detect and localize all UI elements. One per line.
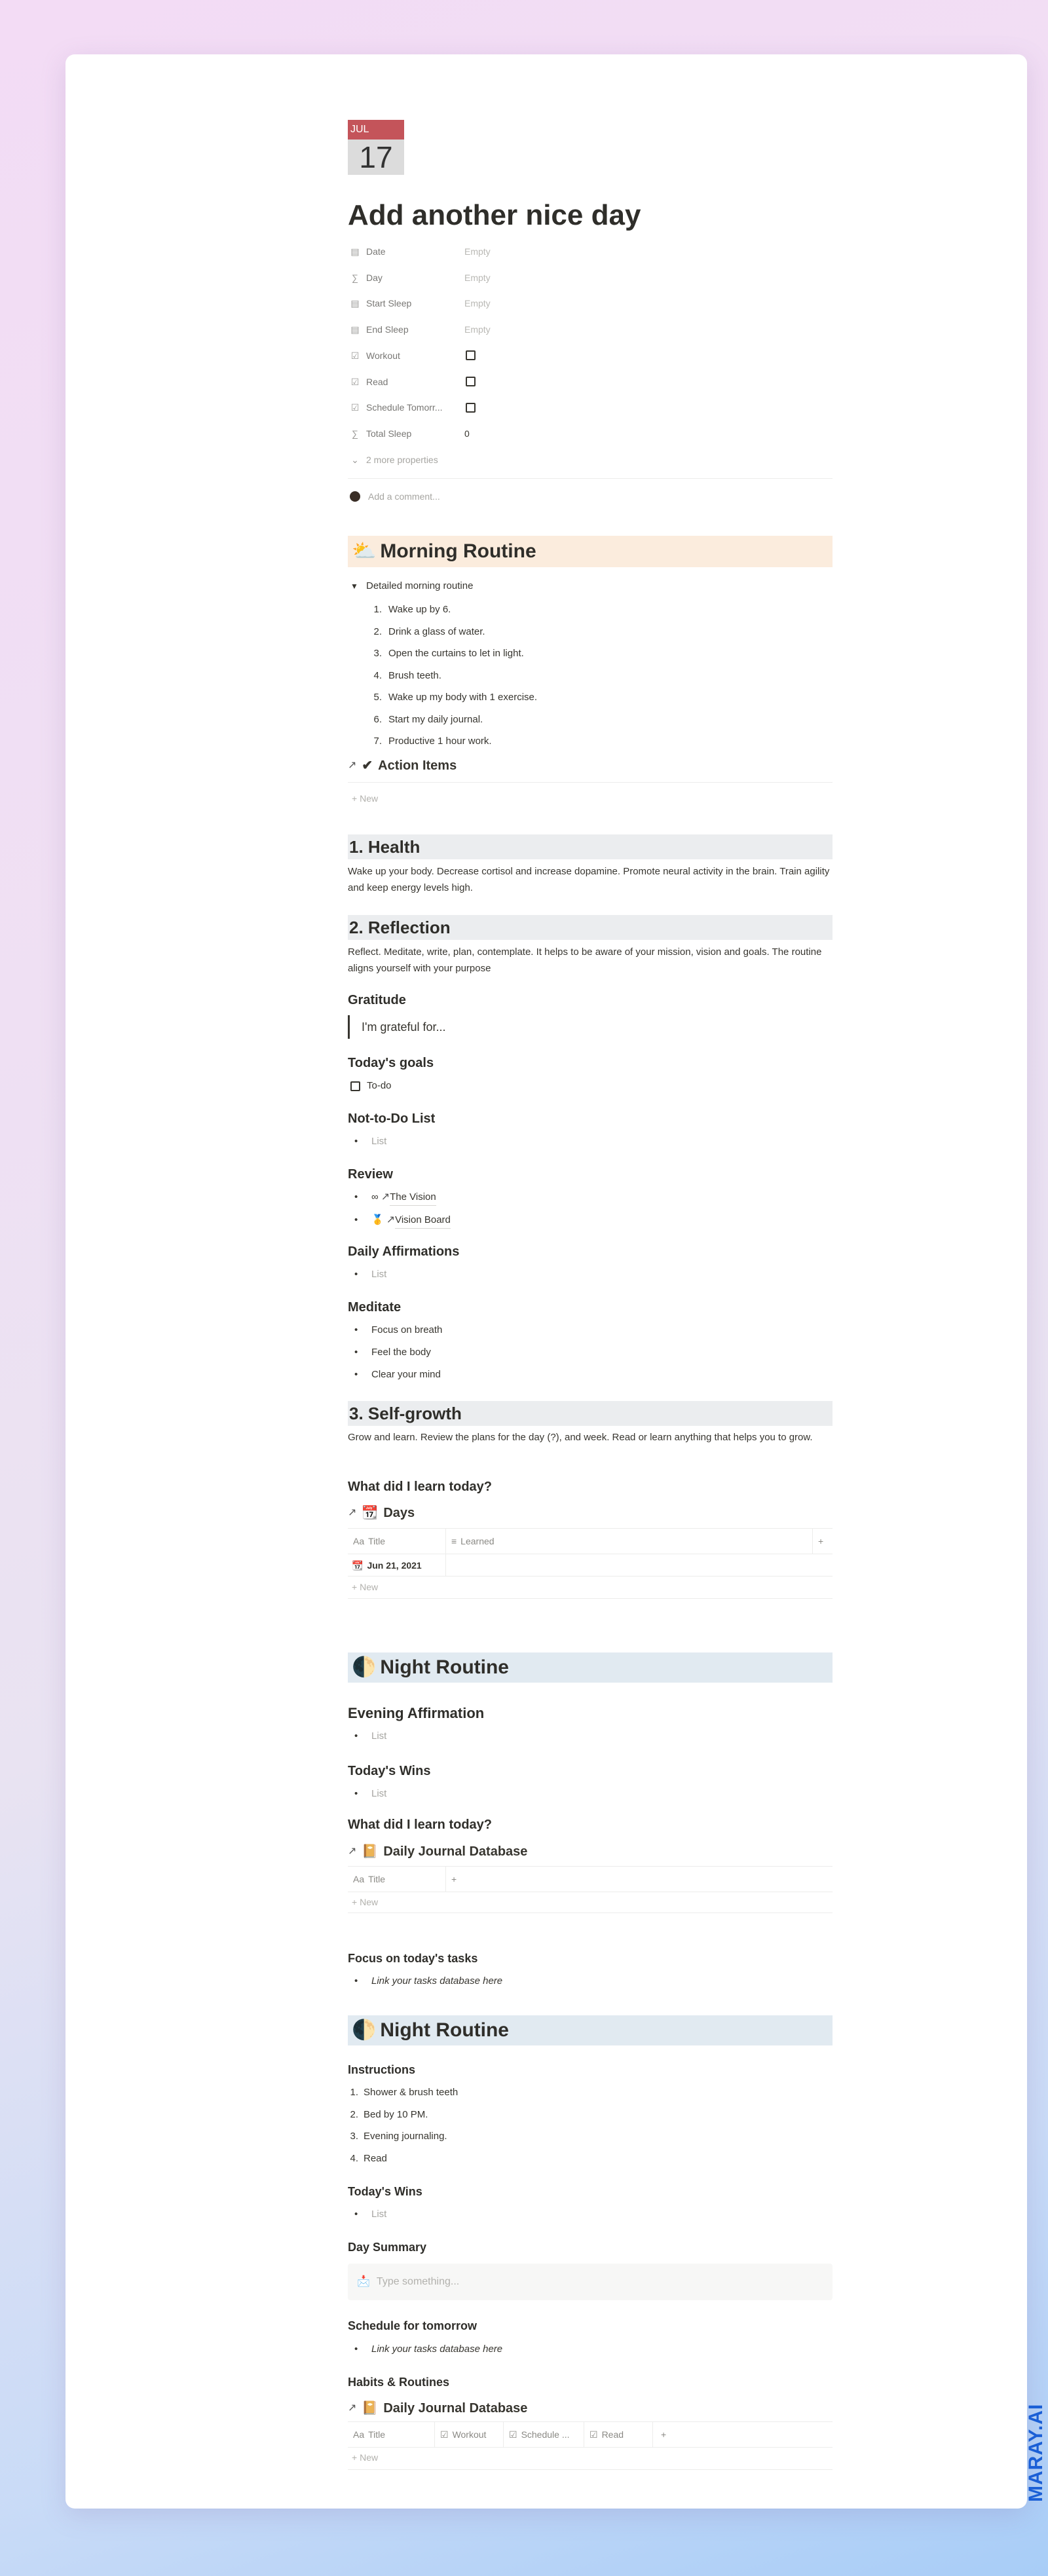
list-item[interactable]: • List (348, 1267, 833, 1282)
property-name: End Sleep (366, 324, 409, 335)
property-name: Read (366, 376, 388, 387)
step-text: Bed by 10 PM. (364, 2108, 428, 2120)
reflection-heading: 2. Reflection (348, 915, 833, 940)
summary-heading: Day Summary (348, 2241, 427, 2254)
divider (348, 2469, 833, 2470)
watermark-logo: MARAY.AI (1025, 2403, 1047, 2502)
checkbox-icon: ☑ (590, 2429, 598, 2440)
wins-heading: Today's Wins (348, 1764, 431, 1778)
column-label: Title (368, 2429, 386, 2440)
evening-heading: Evening Affirmation (348, 1705, 485, 1721)
item-text: Focus on breath (371, 1324, 443, 1335)
link-arrow-icon: ↗ (348, 760, 357, 771)
property-checkbox[interactable] (466, 377, 476, 386)
toggle-label: Detailed morning routine (366, 580, 474, 591)
heading-text: Morning Routine (380, 540, 536, 562)
step-text: Evening journaling. (364, 2131, 447, 2142)
property-value[interactable]: Empty (464, 272, 491, 283)
selfgrowth-text: Grow and learn. Review the plans for the day (?), and week. Read or learn anything that helps you to grow. (348, 1432, 813, 1443)
page-link[interactable]: Vision Board (395, 1212, 451, 1229)
night-routine-heading-2 (348, 2015, 833, 2045)
property-value[interactable]: Empty (464, 246, 491, 257)
infinity-icon: ∞ (371, 1191, 379, 1203)
step-text: Open the curtains to let in light. (388, 648, 524, 659)
gratitude-heading: Gratitude (348, 993, 406, 1007)
row-title: Jun 21, 2021 (367, 1559, 422, 1571)
link-arrow-icon: ↗ (348, 2402, 357, 2414)
page-icon-calendar[interactable] (348, 120, 404, 176)
property-row[interactable] (348, 348, 833, 364)
todo-label: To-do (367, 1080, 392, 1091)
list-item[interactable]: 6. Start my daily journal. (348, 712, 833, 728)
calendar-icon: ▤ (350, 324, 360, 335)
calendar-icon: ▤ (350, 298, 360, 309)
night-routine-heading (348, 1652, 833, 1683)
new-label: New (360, 2452, 379, 2463)
property-name: Schedule Tomorr... (366, 402, 443, 413)
health-heading: 1. Health (348, 834, 833, 859)
link-arrow-icon: ↗ (386, 1214, 396, 1225)
column-label: Read (601, 2429, 624, 2440)
heading-text: Night Routine (380, 1656, 509, 1678)
column-learned[interactable] (446, 1529, 813, 1554)
calendar-icon: 📆 (352, 1559, 364, 1571)
checkbox-icon: ☑ (350, 376, 360, 387)
journal-table-header (348, 1866, 833, 1892)
text-type-icon: Aa (353, 1536, 365, 1546)
goals-heading: Today's goals (348, 1056, 434, 1070)
health-text: Wake up your body. Decrease cortisol and increase dopamine. Promote neural activity in the brain. Train agility and keep energy levels high. (348, 866, 830, 893)
column-title[interactable] (348, 1529, 446, 1554)
list-item[interactable]: • 🥇 ↗ Vision Board (348, 1212, 833, 1229)
column-title[interactable] (348, 1867, 446, 1892)
comment-input[interactable] (348, 489, 833, 504)
list-item[interactable]: 3. Open the curtains to let in light. (348, 646, 833, 662)
calendar-month: JUL (348, 120, 404, 140)
property-row[interactable] (348, 295, 833, 311)
schedule-link-text: Link your tasks database here (371, 2343, 503, 2355)
page-card (66, 54, 1027, 2509)
new-row-button[interactable]: + New (352, 793, 379, 804)
list-item[interactable]: • Link your tasks database here (348, 1973, 833, 1989)
column-label: Learned (460, 1536, 495, 1546)
property-name: Date (366, 246, 386, 257)
formula-icon: ∑ (352, 272, 358, 283)
db-title: Daily Journal Database (383, 1844, 528, 1859)
day-summary-callout[interactable] (348, 2264, 833, 2300)
property-name: Start Sleep (366, 298, 412, 309)
list-placeholder: List (371, 1269, 387, 1280)
item-text: Feel the body (371, 1347, 431, 1358)
list-item[interactable]: • ∞ ↗ The Vision (348, 1189, 833, 1206)
calendar-icon: ▤ (350, 246, 360, 257)
property-row[interactable] (348, 270, 833, 286)
db-title: Days (383, 1506, 415, 1520)
text-type-icon: Aa (353, 1874, 365, 1884)
column-read[interactable] (584, 2422, 653, 2447)
todo-item[interactable] (348, 1078, 833, 1094)
step-text: Productive 1 hour work. (388, 736, 492, 747)
list-placeholder: List (371, 1788, 387, 1799)
property-value[interactable]: Empty (464, 298, 491, 309)
calendar-icon: 📆 (362, 1506, 379, 1520)
step-text: Wake up by 6. (388, 604, 451, 615)
column-title[interactable] (348, 2422, 435, 2447)
list-placeholder: List (371, 2209, 387, 2220)
new-row-button[interactable]: + New (352, 1582, 379, 1592)
learn-heading: What did I learn today? (348, 1480, 493, 1494)
checkbox-icon: ☑ (350, 402, 360, 413)
link-arrow-icon: ↗ (348, 1846, 357, 1857)
avatar (350, 491, 360, 502)
checkbox-icon: ☑ (350, 350, 360, 361)
list-item[interactable]: 7. Productive 1 hour work. (348, 734, 833, 749)
more-properties-toggle[interactable] (348, 452, 833, 468)
learn-heading: What did I learn today? (348, 1818, 493, 1832)
link-arrow-icon: ↗ (348, 1507, 357, 1518)
db-title: Action Items (378, 758, 457, 773)
affirmations-heading: Daily Affirmations (348, 1244, 460, 1259)
checkbox[interactable] (350, 1081, 360, 1091)
column-label: Workout (452, 2429, 487, 2440)
list-item[interactable]: • List (348, 1728, 833, 1744)
list-item[interactable]: • List (348, 1786, 833, 1802)
add-column-button[interactable]: + (451, 1874, 457, 1884)
divider (348, 478, 833, 479)
list-item[interactable]: 2. Bed by 10 PM. (348, 2107, 833, 2123)
habits-heading: Habits & Routines (348, 2376, 450, 2389)
property-row[interactable] (348, 400, 833, 415)
formula-icon: ∑ (352, 428, 358, 439)
add-column-button[interactable]: + (661, 2429, 667, 2440)
action-items-link[interactable] (348, 756, 833, 775)
more-properties-label: 2 more properties (366, 455, 438, 465)
not-todo-heading: Not-to-Do List (348, 1111, 436, 1126)
step-text: Read (364, 2152, 387, 2164)
property-row[interactable] (348, 244, 833, 259)
column-schedule[interactable] (504, 2422, 584, 2447)
moon-icon: 🌓 (352, 1656, 377, 1678)
text-lines-icon: ≡ (451, 1536, 457, 1546)
step-text: Drink a glass of water. (388, 625, 485, 637)
chevron-down-icon: ⌄ (351, 455, 359, 465)
list-placeholder: List (371, 1730, 387, 1742)
list-item[interactable]: 3. Evening journaling. (348, 2129, 833, 2144)
table-row[interactable] (348, 1554, 833, 1577)
divider (348, 782, 833, 783)
toggle-triangle-icon[interactable]: ▼ (350, 582, 358, 591)
selfgrowth-heading: 3. Self-growth (348, 1401, 833, 1426)
list-item[interactable]: • List (348, 2207, 833, 2222)
list-item[interactable]: • Clear your mind (348, 1367, 833, 1383)
new-label: New (360, 1897, 379, 1907)
page-content (348, 54, 833, 2509)
row-title-cell[interactable] (348, 1554, 446, 1576)
new-row-button[interactable]: + New (352, 1897, 379, 1907)
link-arrow-icon: ↗ (381, 1191, 390, 1203)
property-value[interactable]: Empty (464, 324, 491, 335)
list-item[interactable]: 1. Shower & brush teeth (348, 2085, 833, 2100)
review-heading: Review (348, 1167, 393, 1182)
db-title: Daily Journal Database (383, 2401, 528, 2416)
checkbox-icon: ☑ (509, 2429, 517, 2440)
days-db-link[interactable] (348, 1504, 833, 1522)
heading-text: Night Routine (380, 2019, 509, 2041)
meditate-heading: Meditate (348, 1300, 402, 1315)
notebook-icon: 📔 (362, 2401, 379, 2416)
list-item[interactable]: • Focus on breath (348, 1322, 833, 1338)
property-checkbox[interactable] (466, 403, 476, 413)
list-item[interactable]: 4. Brush teeth. (348, 668, 833, 684)
property-row[interactable] (348, 426, 833, 441)
page-link[interactable]: The Vision (390, 1189, 436, 1206)
property-name: Day (366, 272, 383, 283)
list-item[interactable]: 5. Wake up my body with 1 exercise. (348, 690, 833, 705)
step-text: Start my daily journal. (388, 713, 483, 725)
add-column-button[interactable]: + (818, 1536, 824, 1546)
list-item[interactable]: • List (348, 1134, 833, 1149)
step-text: Brush teeth. (388, 669, 441, 681)
checkmark-icon: ✔ (362, 758, 373, 773)
focus-heading: Focus on today's tasks (348, 1952, 478, 1965)
property-value[interactable]: 0 (464, 428, 470, 439)
property-row[interactable] (348, 322, 833, 337)
wins-heading: Today's Wins (348, 2185, 422, 2198)
text-type-icon: Aa (353, 2429, 365, 2440)
checkbox-icon: ☑ (440, 2429, 449, 2440)
envelope-icon: 📩 (357, 2276, 370, 2287)
focus-link-text: Link your tasks database here (371, 1975, 503, 1987)
divider (348, 1598, 833, 1599)
morning-routine-heading (348, 536, 833, 567)
new-label: New (360, 1582, 379, 1592)
column-workout[interactable] (435, 2422, 504, 2447)
item-text: Clear your mind (371, 1369, 441, 1380)
sun-cloud-icon: ⛅ (352, 540, 377, 562)
new-row-button[interactable]: + New (352, 2452, 379, 2463)
list-item[interactable]: 1. Wake up by 6. (348, 602, 833, 618)
journal-db-link[interactable] (348, 2399, 833, 2417)
property-checkbox[interactable] (466, 350, 476, 360)
habits-table-header (348, 2421, 833, 2448)
page-title[interactable]: Add another nice day (348, 199, 641, 231)
step-text: Wake up my body with 1 exercise. (388, 692, 538, 703)
list-item[interactable]: 4. Read (348, 2151, 833, 2167)
comment-placeholder: Add a comment... (368, 491, 440, 502)
morning-toggle[interactable] (348, 578, 833, 594)
moon-icon: 🌓 (352, 2019, 377, 2041)
calendar-day: 17 (348, 140, 404, 175)
list-item[interactable]: • Link your tasks database here (348, 2342, 833, 2357)
new-label: New (360, 793, 379, 804)
instructions-heading: Instructions (348, 2063, 416, 2076)
schedule-heading: Schedule for tomorrow (348, 2319, 477, 2332)
journal-db-link[interactable] (348, 1842, 833, 1861)
list-item[interactable]: • Feel the body (348, 1345, 833, 1360)
days-table-header (348, 1528, 833, 1554)
property-name: Total Sleep (366, 428, 412, 439)
step-text: Shower & brush teeth (364, 2087, 458, 2098)
column-label: Title (368, 1536, 386, 1546)
list-item[interactable]: 2. Drink a glass of water. (348, 624, 833, 640)
column-label: Title (368, 1874, 386, 1884)
gratitude-quote[interactable]: I'm grateful for... (348, 1015, 833, 1039)
property-row[interactable] (348, 374, 833, 390)
list-placeholder: List (371, 1136, 387, 1147)
callout-placeholder: Type something... (376, 2276, 460, 2287)
column-label: Schedule ... (521, 2429, 570, 2440)
reflection-text: Reflect. Meditate, write, plan, contemplate. It helps to be aware of your mission, vision and goals. The routine aligns yourself with your purpose (348, 946, 822, 974)
property-name: Workout (366, 350, 400, 361)
notebook-icon: 📔 (362, 1844, 379, 1859)
medal-icon: 🥇 (371, 1214, 384, 1225)
